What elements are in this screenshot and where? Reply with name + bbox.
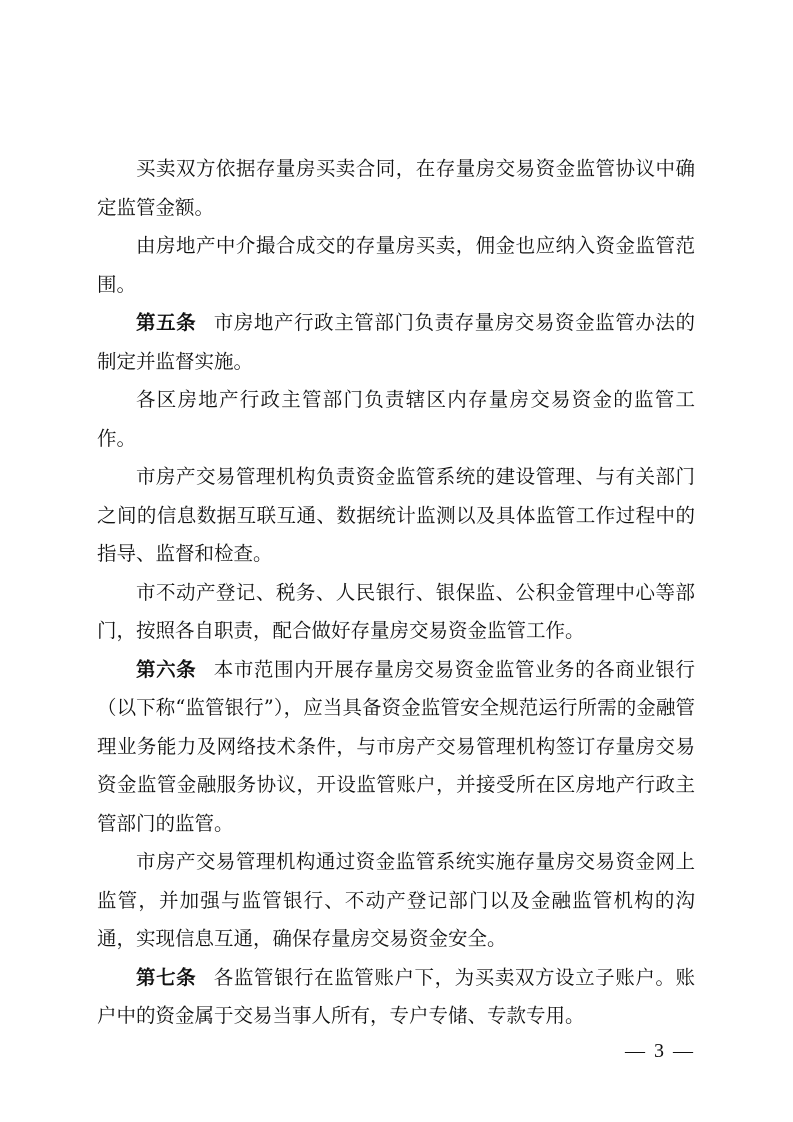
paragraph-text: 市房地产行政主管部门负责存量房交易资金监管办法的制定并监督实施。 bbox=[97, 311, 695, 373]
paragraph-text: 买卖双方依据存量房买卖合同，在存量房交易资金监管协议中确定监管金额。 bbox=[97, 157, 695, 219]
document-body bbox=[97, 150, 695, 1036]
paragraph-text: 本市范围内开展存量房交易资金监管业务的各商业银行（以下称“监管银行”），应当具备资金监管安全规范运行所需的金融管理业务能力及网络技术条件，与市房产交易管理机构签订存量房交易资金监管金融服务协议，开设监管账户，并接受所在区房地产行政主管部门的监管。 bbox=[97, 657, 695, 835]
paragraph-text: 各监管银行在监管账户下，为买卖双方设立子账户。账户中的资金属于交易当事人所有，专户专储、专款专用。 bbox=[97, 965, 695, 1027]
paragraph-2 bbox=[97, 227, 695, 304]
article-7 bbox=[97, 959, 695, 1036]
page-number: — 3 — bbox=[625, 1040, 695, 1062]
paragraph-1 bbox=[97, 150, 695, 227]
article-6 bbox=[97, 651, 695, 844]
article-5 bbox=[97, 304, 695, 381]
paragraph-4 bbox=[97, 381, 695, 458]
paragraph-text: 市房产交易管理机构通过资金监管系统实施存量房交易资金网上监管，并加强与监管银行、不动产登记部门以及金融监管机构的沟通，实现信息互通，确保存量房交易资金安全。 bbox=[97, 850, 695, 950]
article-heading: 第六条 bbox=[136, 657, 197, 681]
paragraph-text: 各区房地产行政主管部门负责辖区内存量房交易资金的监管工作。 bbox=[97, 388, 695, 450]
paragraph-5 bbox=[97, 458, 695, 574]
paragraph-8 bbox=[97, 843, 695, 959]
article-heading: 第五条 bbox=[136, 311, 197, 334]
paragraph-text: 市房产交易管理机构负责资金监管系统的建设管理、与有关部门之间的信息数据互联互通、数据统计监测以及具体监管工作过程中的指导、监督和检查。 bbox=[97, 465, 695, 565]
paragraph-text: 市不动产登记、税务、人民银行、银保监、公积金管理中心等部门，按照各自职责，配合做好存量房交易资金监管工作。 bbox=[97, 580, 695, 642]
article-heading: 第七条 bbox=[136, 965, 197, 989]
paragraph-6 bbox=[97, 574, 695, 651]
paragraph-text: 由房地产中介撮合成交的存量房买卖，佣金也应纳入资金监管范围。 bbox=[97, 234, 695, 296]
